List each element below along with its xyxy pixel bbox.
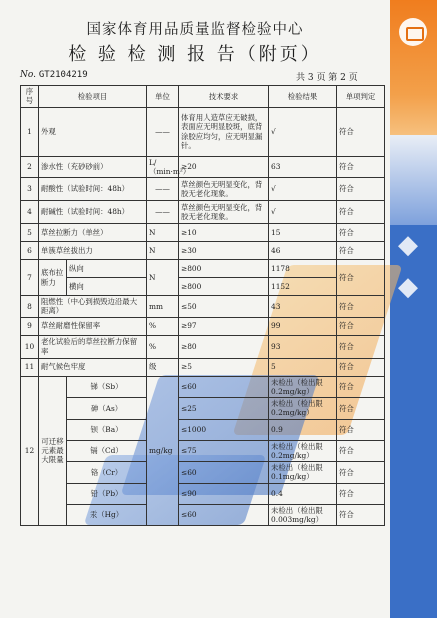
table-row xyxy=(21,504,385,526)
test-item: 耐碱性（试验时间：48h） xyxy=(39,201,147,224)
requirement: ≥80 xyxy=(179,335,269,358)
unit: 级 xyxy=(147,358,179,376)
table-row xyxy=(21,156,385,178)
unit: % xyxy=(147,317,179,335)
unit: L/（min·m²） xyxy=(147,156,179,178)
col-header: 序号 xyxy=(21,86,39,108)
table-row xyxy=(21,376,385,398)
result: 未检出（检出限0.2mg/kg） xyxy=(269,398,337,420)
row-number: 4 xyxy=(21,201,39,224)
requirement: ≥30 xyxy=(179,242,269,260)
sub-item: 汞（Hg） xyxy=(67,504,147,526)
table-row xyxy=(21,296,385,318)
verdict: 符合 xyxy=(337,178,385,201)
result: 未检出（检出限0.1mg/kg） xyxy=(269,462,337,484)
col-header: 技术要求 xyxy=(179,86,269,108)
report-number-prefix: No. xyxy=(20,70,36,80)
sub-item: 锑（Sb） xyxy=(67,376,147,398)
test-item: 底布拉断力 xyxy=(39,260,67,296)
verdict: 符合 xyxy=(337,260,385,296)
unit: N xyxy=(147,242,179,260)
verdict: 符合 xyxy=(337,317,385,335)
verdict: 符合 xyxy=(337,242,385,260)
result: 未检出（检出限0.2mg/kg） xyxy=(269,376,337,398)
table-row xyxy=(21,358,385,376)
test-item: 耐气候色牢度 xyxy=(39,358,147,376)
requirement: ≥97 xyxy=(179,317,269,335)
unit: —— xyxy=(147,107,179,156)
unit: mm xyxy=(147,296,179,318)
row-number: 12 xyxy=(21,376,39,526)
result: 未检出（检出限0.2mg/kg） xyxy=(269,440,337,462)
row-number: 2 xyxy=(21,156,39,178)
unit: mg/kg xyxy=(147,376,179,526)
col-header: 检验项目 xyxy=(39,86,147,108)
table-row xyxy=(21,260,385,278)
verdict: 符合 xyxy=(337,107,385,156)
table-row xyxy=(21,201,385,224)
unit: % xyxy=(147,335,179,358)
verdict: 符合 xyxy=(337,358,385,376)
sub-item: 铬（Cr） xyxy=(67,462,147,484)
requirement: ≤50 xyxy=(179,296,269,318)
verdict: 符合 xyxy=(337,335,385,358)
inspection-table xyxy=(20,85,385,526)
col-header: 检验结果 xyxy=(269,86,337,108)
table-row xyxy=(21,398,385,420)
band-decor-glyph: ◆ xyxy=(398,272,418,302)
row-number: 9 xyxy=(21,317,39,335)
requirement: ≥5 xyxy=(179,358,269,376)
test-item: 单簇草丝拔出力 xyxy=(39,242,147,260)
table-row xyxy=(21,419,385,440)
row-number: 6 xyxy=(21,242,39,260)
org-name: 国家体育用品质量监督检验中心 xyxy=(86,22,304,38)
requirement: ≤60 xyxy=(179,504,269,526)
verdict: 符合 xyxy=(337,156,385,178)
table-row xyxy=(21,278,385,296)
table-header-row xyxy=(21,86,385,108)
table-row xyxy=(21,242,385,260)
sub-item: 横向 xyxy=(67,278,147,296)
requirement: ≤1000 xyxy=(179,419,269,440)
table-row xyxy=(21,224,385,242)
report-number xyxy=(20,70,88,80)
col-header: 单项判定 xyxy=(337,86,385,108)
test-item: 草丝拉断力（单丝） xyxy=(39,224,147,242)
result: 99 xyxy=(269,317,337,335)
requirement: 草丝颜色无明显变化，背胶无老化现象。 xyxy=(179,201,269,224)
row-number: 7 xyxy=(21,260,39,296)
result: 43 xyxy=(269,296,337,318)
row-number: 1 xyxy=(21,107,39,156)
table-row xyxy=(21,335,385,358)
test-item: 老化试验后的草丝拉断力保留率 xyxy=(39,335,147,358)
table-row xyxy=(21,462,385,484)
sub-item: 镉（Cd） xyxy=(67,440,147,462)
result: √ xyxy=(269,107,337,156)
row-number: 5 xyxy=(21,224,39,242)
result: 1178 xyxy=(269,260,337,278)
row-number: 11 xyxy=(21,358,39,376)
result: 0.4 xyxy=(269,483,337,504)
col-header: 单位 xyxy=(147,86,179,108)
result: 63 xyxy=(269,156,337,178)
row-number: 8 xyxy=(21,296,39,318)
requirement: 草丝颜色无明显变化，背胶无老化现象。 xyxy=(179,178,269,201)
result: 1152 xyxy=(269,278,337,296)
requirement: ≥20 xyxy=(179,156,269,178)
page-info: 共 3 页 第 2 页 xyxy=(296,73,358,83)
table-row xyxy=(21,178,385,201)
verdict: 符合 xyxy=(337,504,385,526)
test-item: 渗水性（充砂砂前） xyxy=(39,156,147,178)
table-row xyxy=(21,107,385,156)
verdict: 符合 xyxy=(337,483,385,504)
unit: N xyxy=(147,224,179,242)
table-row xyxy=(21,317,385,335)
sub-item: 纵向 xyxy=(67,260,147,278)
requirement: ≥800 xyxy=(179,278,269,296)
sub-item: 钡（Ba） xyxy=(67,419,147,440)
row-number: 10 xyxy=(21,335,39,358)
result: √ xyxy=(269,178,337,201)
requirement: 体育用人造草应无破损，表面应无明显胶斑，底背涂胶应均匀，应无明显漏针。 xyxy=(179,107,269,156)
result: 15 xyxy=(269,224,337,242)
verdict: 符合 xyxy=(337,462,385,484)
verdict: 符合 xyxy=(337,398,385,420)
band-decor-glyph: ◆ xyxy=(398,230,418,260)
table-row xyxy=(21,483,385,504)
requirement: ≤60 xyxy=(179,376,269,398)
report-number-value: GT2104219 xyxy=(38,70,88,80)
test-item: 外观 xyxy=(39,107,147,156)
verdict: 符合 xyxy=(337,440,385,462)
report-title: 检 验 检 测 报 告（附页） xyxy=(68,44,322,65)
sub-item: 砷（As） xyxy=(67,398,147,420)
result: 5 xyxy=(269,358,337,376)
verdict: 符合 xyxy=(337,419,385,440)
result: 未检出（检出限0.003mg/kg） xyxy=(269,504,337,526)
result: 46 xyxy=(269,242,337,260)
verdict: 符合 xyxy=(337,224,385,242)
requirement: ≤75 xyxy=(179,440,269,462)
requirement: ≤90 xyxy=(179,483,269,504)
logo-mark xyxy=(406,27,424,41)
unit: N xyxy=(147,260,179,296)
verdict: 符合 xyxy=(337,296,385,318)
requirement: ≤60 xyxy=(179,462,269,484)
sub-item: 铅（Pb） xyxy=(67,483,147,504)
test-item: 草丝耐磨性保留率 xyxy=(39,317,147,335)
test-item: 阻燃性（中心到损毁边沿最大距离） xyxy=(39,296,147,318)
requirement: ≥800 xyxy=(179,260,269,278)
unit: —— xyxy=(147,178,179,201)
unit: —— xyxy=(147,201,179,224)
side-band-fade xyxy=(390,135,437,225)
verdict: 符合 xyxy=(337,376,385,398)
verdict: 符合 xyxy=(337,201,385,224)
table-row xyxy=(21,440,385,462)
result: 0.9 xyxy=(269,419,337,440)
row-number: 3 xyxy=(21,178,39,201)
result: √ xyxy=(269,201,337,224)
requirement: ≥10 xyxy=(179,224,269,242)
test-item: 可迁移元素最大限量 xyxy=(39,376,67,526)
result: 93 xyxy=(269,335,337,358)
requirement: ≤25 xyxy=(179,398,269,420)
test-item: 耐酸性（试验时间：48h） xyxy=(39,178,147,201)
